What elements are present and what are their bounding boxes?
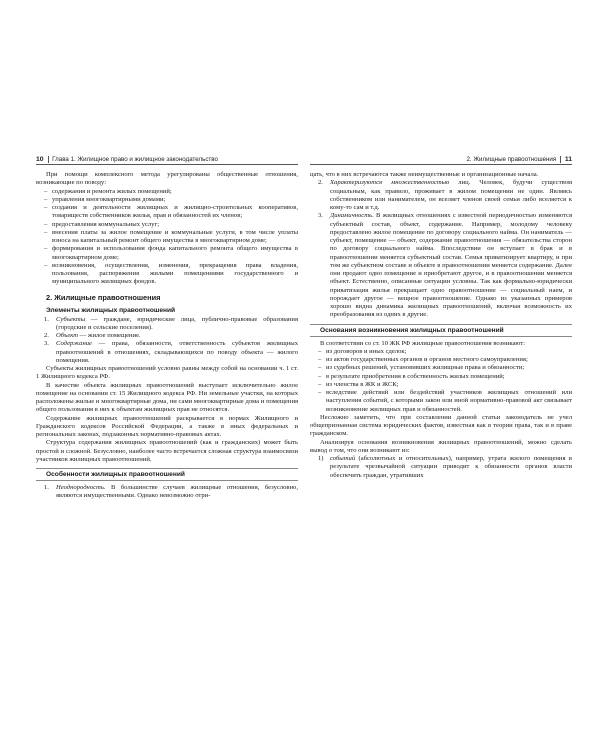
left-page: [36, 155, 298, 501]
intro-paragraph: При помощи комплексного метода урегулированы общественные отношения, возникающие по поводу:: [36, 171, 298, 187]
list-item: – содержания и ремонта жилых помещений;: [36, 188, 298, 196]
features-list: [36, 484, 298, 501]
list-item: 3. Содержание — права, обязанности, ответственность субъектов жилищных правоотношений в отношениях, складывающихся по поводу объекта — жилого помещения.: [44, 340, 298, 364]
left-page-number: 10: [36, 156, 44, 163]
list-item: – из договоров и иных сделок;: [310, 348, 572, 356]
subsection-heading-features: Особенности жилищных правоотношений: [36, 468, 298, 481]
object-paragraph: В качестве объекта жилищных правоотношений выступает исключительно жилое помещение на основании ст. 15 Жилищного кодекса РФ. Ни земельные участки, на которых расположены жилые и многоквартирные дома, ни сами многоквартирные дома и помещения общего пользования в них к объектам жилищных прав не относятся.: [36, 381, 298, 414]
section-heading: 2. Жилищные правоотношения: [46, 292, 161, 302]
list-item: – формирования и использования фонда капитального ремонта общего имущества в многоквартирном доме;: [36, 245, 298, 262]
list-item: – предоставления коммунальных услуг;: [36, 221, 298, 229]
list-item: 3. Динамичность. В жилищных отношениях с известной периодичностью изменяются субъектный состав, объект, содержание. Например, молодому человеку предоставлено жилое помещение по договору социального найма. Он наниматель — субъект, помещение — объект, содержание правоотношения — обязательства сторон по договору социального найма. Впоследствии он вступает в брак и в правоотношении меняется субъектный состав. Семья приватизирует квартиру, и при том же субъектном составе и объекте в правоотношении меняется содержание. Далее они продают одно помещение и приобретают другое, и в правоотношении меняется объект. Естественно, описанные ситуации условны. Так как формально-юридически приватизация жилья прекращает одно правоотношение — социальный наем, и порождает другое — вещное правоотношение. Однако из указанных примеров хорошо видна динамика жилищных правоотношений, включая возможность их преобразования из одних в другие.: [318, 212, 572, 319]
list-item: 2. Объект — жилое помещение.: [44, 332, 141, 339]
content-paragraph: Содержание жилищных правоотношений раскрывается в нормах Жилищного и Гражданского кодексов Российской Федерации, а также в иных федеральных и региональных законах, подзаконных нормативно-правовых актах.: [36, 414, 298, 438]
subsection-heading-grounds: Основания возникновения жилищных правоотношений: [310, 324, 572, 337]
subjects-paragraph: Субъекты жилищных правоотношений условно равны между собой на основании ч. 1 ст. 1 Жилищного кодекса РФ.: [36, 365, 298, 381]
list-item: – создания и деятельности жилищных и жилищно-строительных кооперативов, товариществ собственников жилья, прав и обязанностей их членов;: [36, 204, 298, 221]
list-item: – внесения платы за жилое помещение и коммунальные услуги, в том числе уплаты взноса на капитальный ремонт общего имущества в многоквартирном доме;: [36, 229, 298, 246]
note-paragraph: Несложно заметить, что при составлении данной статьи законодатель не учел общепризнанная система юридических фактов, известная как в теории права, так и в праве гражданском.: [310, 413, 572, 438]
right-running-head-title: 2. Жилищные правоотношения: [466, 156, 557, 163]
right-running-head: [310, 155, 572, 165]
list-item: – вследствие действий или бездействий участников жилищных отношений или наступления событий, с которыми закон или иной нормативно-правовой акт связывает возникновение жилищных прав и обязанностей.: [310, 389, 572, 414]
left-running-head-title: Глава 1. Жилищное право и жилищное законодательство: [52, 156, 218, 163]
subsection-heading-elements: Элементы жилищных правоотношений: [46, 306, 176, 314]
list-item: – из членства в ЖК и ЖСК;: [310, 381, 572, 389]
relations-list: [36, 188, 298, 287]
list-item: 1. Субъекты — граждане, юридические лица, публично-правовые образования (городские и сельские поселения).: [44, 315, 298, 331]
list-item: 1. Неоднородность. В большинстве случаев жилищные отношения, безусловно, являются имущественными. Однако невозможно отри-: [44, 484, 298, 500]
left-running-head: [36, 155, 298, 165]
header-separator: [560, 156, 561, 163]
list-item: – управления многоквартирными домами;: [36, 196, 298, 204]
features-list-cont: [310, 179, 572, 319]
facts-list: [310, 455, 572, 480]
list-item: – из судебных решений, установивших жилищные права и обязанности;: [310, 364, 572, 372]
grounds-intro-paragraph: В соответствии со ст. 10 ЖК РФ жилищные правоотношения возникают:: [320, 339, 525, 347]
header-separator: [48, 156, 49, 163]
list-item: – возникновения, осуществления, изменения, прекращения права владения, пользования, распоряжения жилыми помещениями государственного и муниципального жилищных фондов.: [36, 262, 298, 287]
list-item: – из актов государственных органов и органов местного самоуправления;: [310, 356, 572, 364]
analysis-paragraph: Анализируя основания возникновения жилищных правоотношений, можно сделать вывод о том, что они возникают из:: [310, 438, 572, 454]
right-page-number: 11: [564, 156, 572, 163]
structure-paragraph: Структура содержания жилищных правоотношений (как и гражданских) может быть простой и сложной. Безусловно, наиболее часто встречается сложная структура взаимосвязи участников жилищных правоотношений.: [36, 439, 298, 463]
elements-list: [36, 316, 298, 366]
list-item: 1) событий (абсолютных и относительных), например, утрата жилого помещения в результате чрезвычайной ситуации приводит к обязанности органов власти обеспечить граждан, утративших: [318, 455, 572, 479]
list-item: 2. Характеризуются множественностью лиц. Человек, будучи существом социальным, как правило, проживает в жилом помещении не один. Являясь собственником или нанимателем, он вселяет членов своей семьи либо вселяется к кому-то сам и т.д.: [318, 179, 572, 211]
right-page: [310, 155, 572, 480]
grounds-list: [310, 348, 572, 414]
continuation-paragraph: цать, что в них встречаются также неимущественные и организационные начала.: [310, 171, 539, 178]
list-item: – в результате приобретения в собственность жилых помещений;: [310, 373, 572, 381]
